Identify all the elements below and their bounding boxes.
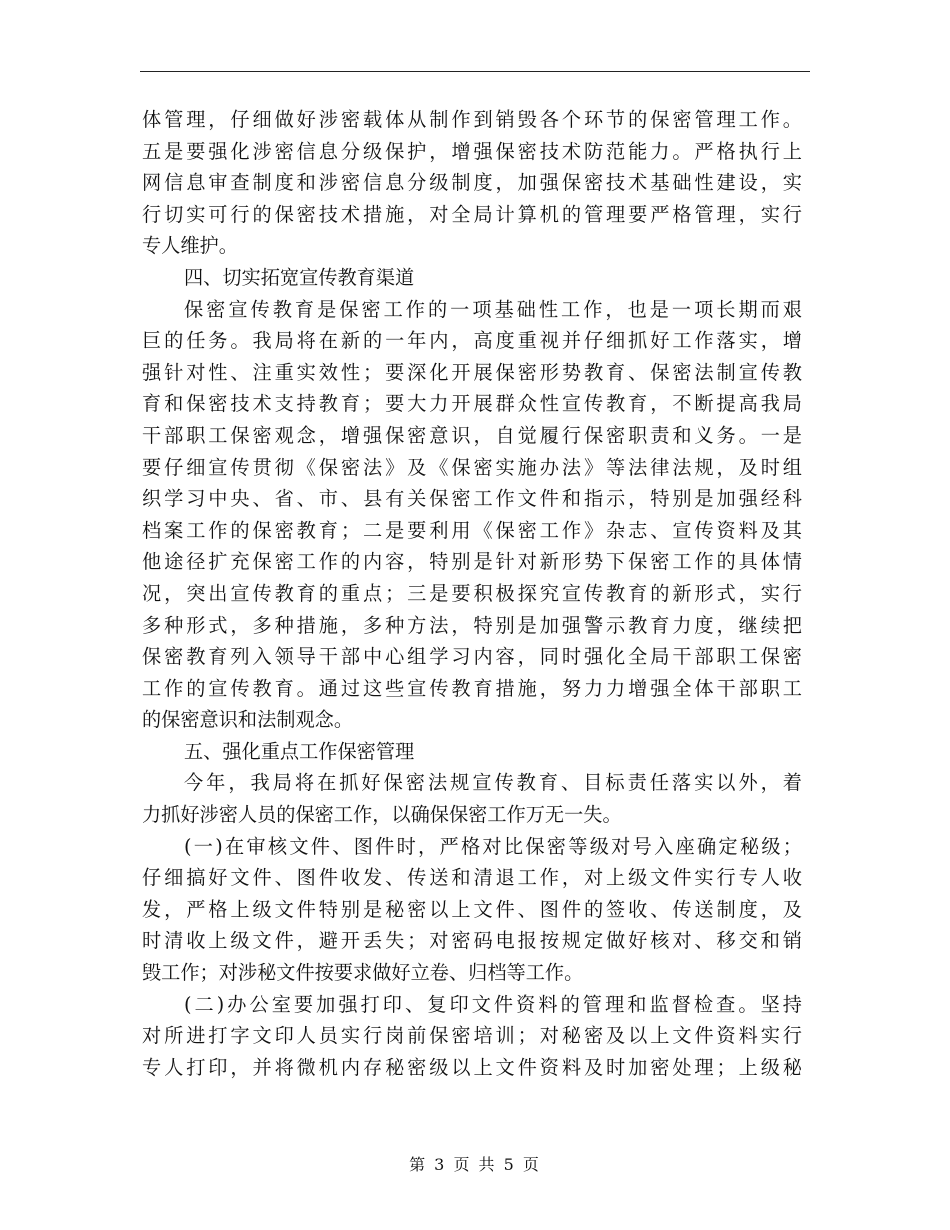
paragraph-line: 专人维护。	[142, 234, 238, 258]
paragraph-line: 行切实可行的保密技术措施，对全局计算机的管理要严格管理，实行	[142, 202, 802, 226]
paragraph-line: 他途径扩充保密工作的内容，特别是针对新形势下保密工作的具体情	[142, 550, 802, 574]
paragraph-line: 的保密意识和法制观念。	[142, 708, 354, 732]
paragraph-line: 巨的任务。我局将在新的一年内，高度重视并仔细抓好工作落实，增	[142, 329, 802, 353]
paragraph-line: 档案工作的保密教育；二是要利用《保密工作》杂志、宣传资料及其	[142, 518, 802, 542]
paragraph-line: 育和保密技术支持教育；要大力开展群众性宣传教育，不断提高我局	[142, 392, 802, 416]
paragraph-line: 发，严格上级文件特别是秘密以上文件、图件的签收、传送制度，及	[142, 897, 802, 921]
paragraph-line: 织学习中央、省、市、县有关保密工作文件和指示，特别是加强经科	[142, 487, 802, 511]
paragraph-line: 况，突出宣传教育的重点；三是要积极探究宣传教育的新形式，实行	[142, 581, 802, 605]
paragraph-line: 要仔细宣传贯彻《保密法》及《保密实施办法》等法律法规，及时组	[142, 455, 802, 479]
page-number-footer: 第 3 页 共 5 页	[409, 1155, 541, 1174]
paragraph-line: 专人打印，并将微机内存秘密级以上文件资料及时加密处理；上级秘	[142, 1055, 802, 1079]
paragraph-line: 多种形式，多种措施，多种方法，特别是加强警示教育力度，继续把	[142, 613, 802, 637]
paragraph-line: 工作的宣传教育。通过这些宣传教育措施，努力力增强全体干部职工	[142, 676, 802, 700]
paragraph-line: 今年，我局将在抓好保密法规宣传教育、目标责任落实以外，着	[184, 771, 802, 795]
paragraph-line: 网信息审查制度和涉密信息分级制度，加强保密技术基础性建设，实	[142, 171, 802, 195]
section-heading: 四、切实拓宽宣传教育渠道	[184, 265, 415, 289]
paragraph-line: (一)在审核文件、图件时，严格对比保密等级对号入座确定秘级；	[184, 834, 802, 858]
paragraph-line: 对所进打字文印人员实行岗前保密培训；对秘密及以上文件资料实行	[142, 1024, 802, 1048]
paragraph-line: 强针对性、注重实效性；要深化开展保密形势教育、保密法制宣传教	[142, 360, 802, 384]
paragraph-line: 时清收上级文件，避开丢失；对密码电报按规定做好核对、移交和销	[142, 929, 802, 953]
paragraph-line: 力抓好涉密人员的保密工作，以确保保密工作万无一失。	[142, 803, 622, 827]
header-rule	[140, 71, 810, 72]
paragraph-line: 体管理，仔细做好涉密载体从制作到销毁各个环节的保密管理工作。	[142, 108, 802, 131]
paragraph-line: 干部职工保密观念，增强保密意识，自觉履行保密职责和义务。一是	[142, 423, 802, 447]
paragraph-line: 保密教育列入领导干部中心组学习内容，同时强化全局干部职工保密	[142, 645, 802, 669]
paragraph-line: 五是要强化涉密信息分级保护，增强保密技术防范能力。严格执行上	[142, 139, 802, 163]
paragraph-line: (二)办公室要加强打印、复印文件资料的管理和监督检查。坚持	[184, 992, 802, 1016]
paragraph-line: 保密宣传教育是保密工作的一项基础性工作，也是一项长期而艰	[184, 297, 802, 321]
paragraph-line: 毁工作；对涉秘文件按要求做好立卷、归档等工作。	[142, 961, 584, 985]
paragraph-line: 仔细搞好文件、图件收发、传送和清退工作，对上级文件实行专人收	[142, 866, 802, 890]
body-text	[142, 104, 802, 1083]
section-heading: 五、强化重点工作保密管理	[184, 739, 415, 763]
